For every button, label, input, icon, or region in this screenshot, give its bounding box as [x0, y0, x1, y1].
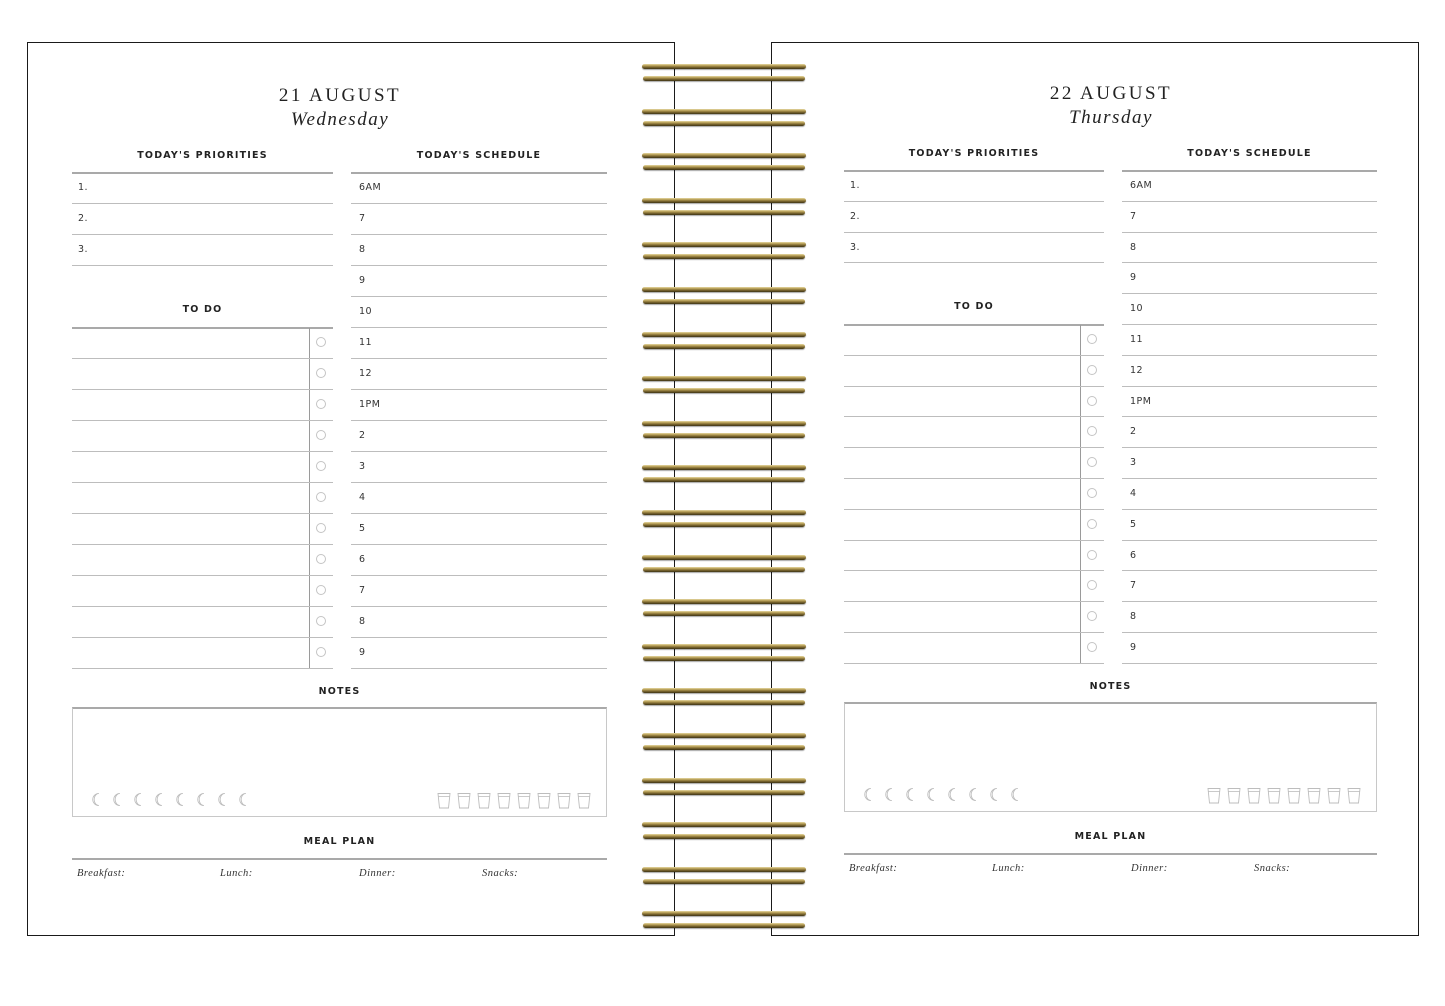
divider: [844, 853, 1377, 855]
schedule-slot[interactable]: 1PM: [359, 399, 381, 410]
divider: [1122, 170, 1377, 172]
divider: [72, 544, 333, 545]
divider: [844, 663, 1104, 664]
cup-icon[interactable]: [497, 792, 511, 809]
schedule-slot[interactable]: 6: [1130, 549, 1137, 561]
schedule-slot[interactable]: 7: [1130, 580, 1137, 592]
divider: [351, 327, 607, 328]
schedule-slot[interactable]: 8: [1130, 241, 1137, 253]
schedule-slot[interactable]: 2: [359, 430, 366, 441]
cup-icon[interactable]: [437, 792, 451, 809]
cup-icon[interactable]: [537, 792, 551, 809]
divider: [351, 234, 607, 235]
schedule-slot[interactable]: 12: [359, 368, 373, 379]
binding-ring: [643, 477, 805, 482]
schedule-title: TODAY'S SCHEDULE: [416, 150, 542, 161]
schedule-slot[interactable]: 11: [359, 337, 373, 348]
todo-item[interactable]: [844, 634, 1076, 661]
divider: [844, 570, 1104, 571]
divider: [72, 203, 333, 204]
binding-ring: [643, 299, 805, 304]
todo-checkbox[interactable]: [316, 399, 326, 409]
binding-ring: [642, 109, 806, 114]
priorities-title: TODAY'S PRIORITIES: [908, 148, 1040, 159]
divider: [1122, 509, 1377, 510]
divider: [844, 601, 1104, 602]
divider: [72, 606, 333, 607]
binding-ring: [643, 344, 805, 349]
priority-item[interactable]: 3.: [850, 241, 861, 253]
divider: [72, 482, 333, 483]
binding-ring: [642, 421, 806, 426]
schedule-slot[interactable]: 7: [1130, 210, 1137, 222]
todo-item[interactable]: [72, 453, 305, 480]
todo-item[interactable]: [844, 511, 1076, 538]
todo-item[interactable]: [844, 388, 1076, 415]
divider: [72, 668, 333, 669]
todo-checkbox[interactable]: [316, 430, 326, 440]
meal-plan-title: MEAL PLAN: [1074, 830, 1147, 842]
todo-item[interactable]: [72, 515, 305, 542]
divider: [844, 509, 1104, 510]
moon-icon[interactable]: [152, 792, 167, 807]
divider: [1122, 293, 1377, 294]
divider: [1122, 478, 1377, 479]
binding-ring: [642, 733, 806, 738]
divider: [1122, 201, 1377, 202]
todo-item[interactable]: [844, 418, 1076, 445]
schedule-slot[interactable]: 6AM: [1130, 180, 1153, 191]
binding-ring: [642, 153, 806, 158]
schedule-slot[interactable]: 9: [1130, 642, 1137, 653]
binding-ring: [643, 433, 805, 438]
page-date: 22 AUGUST: [1049, 83, 1173, 104]
checkbox-column-divider: [309, 328, 310, 669]
divider: [351, 637, 607, 638]
moon-icon[interactable]: [903, 787, 918, 802]
divider: [351, 203, 607, 204]
page-weekday: Wednesday: [290, 109, 390, 130]
divider: [844, 262, 1104, 263]
meal-label-breakfast[interactable]: Breakfast:: [77, 868, 126, 879]
todo-checkbox[interactable]: [1087, 642, 1097, 652]
priority-item[interactable]: 1.: [850, 180, 861, 191]
meal-label-lunch[interactable]: Lunch:: [992, 862, 1025, 874]
meal-label-snacks[interactable]: Snacks:: [1254, 862, 1291, 874]
schedule-slot[interactable]: 8: [1130, 611, 1137, 623]
moon-icon[interactable]: [882, 787, 897, 802]
binding-ring: [643, 834, 805, 839]
todo-checkbox[interactable]: [316, 647, 326, 657]
binding-ring: [643, 388, 805, 393]
divider: [351, 606, 607, 607]
divider: [351, 172, 607, 174]
meal-label-dinner[interactable]: Dinner:: [1131, 862, 1168, 874]
notes-title: NOTES: [1089, 680, 1132, 692]
divider: [844, 355, 1104, 356]
divider: [351, 513, 607, 514]
cup-icon[interactable]: [457, 792, 471, 809]
schedule-slot[interactable]: 10: [359, 306, 373, 317]
binding-ring: [642, 867, 806, 872]
moon-icon[interactable]: [861, 787, 876, 802]
binding-ring: [642, 644, 806, 649]
schedule-slot[interactable]: 9: [359, 647, 366, 658]
priority-item[interactable]: 2.: [78, 213, 89, 224]
binding-ring: [643, 656, 805, 661]
cup-icon[interactable]: [1267, 787, 1281, 804]
todo-checkbox[interactable]: [316, 368, 326, 378]
binding-ring: [643, 522, 805, 527]
meal-plan-title: MEAL PLAN: [303, 836, 376, 847]
divider: [844, 447, 1104, 448]
divider: [1122, 601, 1377, 602]
divider: [1122, 324, 1377, 325]
sleep-tracker: [861, 787, 1023, 802]
schedule-slot[interactable]: 11: [1130, 334, 1144, 345]
todo-checkbox[interactable]: [1087, 365, 1097, 375]
binding-ring: [642, 778, 806, 783]
schedule-slot[interactable]: 9: [1130, 272, 1137, 284]
todo-checkbox[interactable]: [316, 616, 326, 626]
divider: [844, 232, 1104, 233]
moon-icon[interactable]: [987, 787, 1002, 802]
cup-icon[interactable]: [1287, 787, 1301, 804]
todo-checkbox[interactable]: [316, 461, 326, 471]
binding-ring: [643, 745, 805, 750]
divider: [72, 358, 333, 359]
divider: [1122, 262, 1377, 263]
todo-item[interactable]: [844, 572, 1076, 599]
divider: [1122, 416, 1377, 417]
schedule-slot[interactable]: 7: [359, 213, 366, 224]
divider: [72, 451, 333, 452]
todo-item[interactable]: [844, 357, 1076, 384]
water-tracker: [437, 792, 591, 809]
divider: [1122, 232, 1377, 233]
priorities-title: TODAY'S PRIORITIES: [137, 150, 268, 161]
schedule-slot[interactable]: 5: [1130, 518, 1137, 530]
meal-label-dinner[interactable]: Dinner:: [359, 868, 396, 879]
schedule-slot[interactable]: 9: [359, 275, 366, 286]
moon-icon[interactable]: [173, 792, 188, 807]
checkbox-column-divider: [1080, 325, 1081, 664]
binding-ring: [642, 510, 806, 515]
binding-ring: [643, 611, 805, 616]
divider: [72, 513, 333, 514]
cup-icon[interactable]: [1207, 787, 1221, 804]
todo-item[interactable]: [72, 639, 305, 666]
binding-ring: [643, 700, 805, 705]
meal-label-lunch[interactable]: Lunch:: [220, 868, 253, 879]
binding-ring: [643, 790, 805, 795]
binding-ring: [642, 287, 806, 292]
divider: [72, 858, 607, 860]
moon-icon[interactable]: [131, 792, 146, 807]
binding-ring: [642, 911, 806, 916]
binding-ring: [643, 254, 805, 259]
binding-ring: [642, 64, 806, 69]
binding-ring: [643, 923, 805, 928]
todo-item[interactable]: [844, 449, 1076, 476]
schedule-slot[interactable]: 3: [359, 461, 366, 472]
binding-ring: [642, 822, 806, 827]
todo-item[interactable]: [844, 542, 1076, 569]
priority-item[interactable]: 3.: [78, 244, 89, 255]
divider: [351, 451, 607, 452]
divider: [1122, 570, 1377, 571]
binding-ring: [642, 198, 806, 203]
todo-checkbox[interactable]: [316, 337, 326, 347]
binding-ring: [642, 376, 806, 381]
page-date: 21 AUGUST: [278, 85, 402, 106]
schedule-slot[interactable]: 2: [1130, 426, 1137, 438]
binding-ring: [642, 465, 806, 470]
todo-item[interactable]: [72, 422, 305, 449]
binding-ring: [642, 555, 806, 560]
schedule-slot[interactable]: 7: [359, 585, 366, 596]
divider: [351, 482, 607, 483]
divider: [351, 420, 607, 421]
cup-icon[interactable]: [1307, 787, 1321, 804]
divider: [351, 575, 607, 576]
todo-checkbox[interactable]: [1087, 550, 1097, 560]
todo-item[interactable]: [72, 391, 305, 418]
todo-checkbox[interactable]: [316, 554, 326, 564]
page-weekday: Thursday: [1069, 107, 1153, 128]
divider: [844, 478, 1104, 479]
cup-icon[interactable]: [577, 792, 591, 809]
priority-item[interactable]: 2.: [850, 210, 861, 222]
cup-icon[interactable]: [1227, 787, 1241, 804]
divider: [351, 296, 607, 297]
moon-icon[interactable]: [966, 787, 981, 802]
divider: [72, 265, 333, 266]
divider: [844, 386, 1104, 387]
binding-ring: [643, 76, 805, 81]
todo-checkbox[interactable]: [1087, 488, 1097, 498]
divider: [1122, 355, 1377, 356]
schedule-title: TODAY'S SCHEDULE: [1187, 148, 1312, 159]
moon-icon[interactable]: [945, 787, 960, 802]
divider: [72, 637, 333, 638]
cup-icon[interactable]: [557, 792, 571, 809]
schedule-slot[interactable]: 1PM: [1130, 395, 1152, 407]
moon-icon[interactable]: [215, 792, 230, 807]
todo-item[interactable]: [844, 480, 1076, 507]
binding-ring: [642, 332, 806, 337]
todo-checkbox[interactable]: [1087, 396, 1097, 406]
moon-icon[interactable]: [110, 792, 125, 807]
schedule-slot[interactable]: 6AM: [359, 182, 382, 193]
binding-ring: [643, 210, 805, 215]
todo-item[interactable]: [844, 603, 1076, 630]
binding-ring: [643, 879, 805, 884]
cup-icon[interactable]: [477, 792, 491, 809]
todo-item[interactable]: [72, 329, 305, 356]
todo-item[interactable]: [844, 326, 1076, 353]
moon-icon[interactable]: [1008, 787, 1023, 802]
schedule-slot[interactable]: 12: [1130, 364, 1144, 376]
divider: [1122, 663, 1377, 664]
divider: [844, 170, 1104, 172]
todo-checkbox[interactable]: [1087, 519, 1097, 529]
divider: [72, 575, 333, 576]
moon-icon[interactable]: [924, 787, 939, 802]
cup-icon[interactable]: [1327, 787, 1341, 804]
divider: [844, 632, 1104, 633]
moon-icon[interactable]: [194, 792, 209, 807]
moon-icon[interactable]: [236, 792, 251, 807]
moon-icon[interactable]: [89, 792, 104, 807]
divider: [351, 358, 607, 359]
todo-item[interactable]: [72, 608, 305, 635]
schedule-slot[interactable]: 8: [359, 244, 366, 255]
schedule-slot[interactable]: 6: [359, 554, 366, 565]
todo-checkbox[interactable]: [1087, 334, 1097, 344]
divider: [844, 416, 1104, 417]
cup-icon[interactable]: [517, 792, 531, 809]
divider: [1122, 632, 1377, 633]
todo-title: TO DO: [954, 301, 994, 312]
todo-item[interactable]: [72, 546, 305, 573]
divider: [844, 540, 1104, 541]
divider: [1122, 447, 1377, 448]
todo-item[interactable]: [72, 577, 305, 604]
divider: [72, 172, 333, 174]
binding-ring: [643, 567, 805, 572]
binding-ring: [642, 599, 806, 604]
meal-label-snacks[interactable]: Snacks:: [482, 868, 519, 879]
divider: [72, 234, 333, 235]
schedule-slot[interactable]: 8: [359, 616, 366, 627]
priority-item[interactable]: 1.: [78, 182, 89, 193]
binding-ring: [642, 242, 806, 247]
meal-label-breakfast[interactable]: Breakfast:: [849, 862, 898, 874]
todo-checkbox[interactable]: [316, 492, 326, 502]
cup-icon[interactable]: [1247, 787, 1261, 804]
sleep-tracker: [89, 792, 251, 807]
binding-ring: [643, 165, 805, 170]
todo-checkbox[interactable]: [316, 523, 326, 533]
binding-ring: [643, 121, 805, 126]
todo-title: TO DO: [182, 304, 223, 315]
water-tracker: [1207, 787, 1361, 804]
divider: [844, 201, 1104, 202]
schedule-slot[interactable]: 4: [1130, 488, 1137, 499]
divider: [72, 420, 333, 421]
cup-icon[interactable]: [1347, 787, 1361, 804]
todo-checkbox[interactable]: [316, 585, 326, 595]
divider: [351, 389, 607, 390]
divider: [351, 265, 607, 266]
binding-ring: [642, 688, 806, 693]
schedule-slot[interactable]: 4: [359, 492, 366, 503]
divider: [351, 544, 607, 545]
todo-item[interactable]: [72, 484, 305, 511]
todo-item[interactable]: [72, 360, 305, 387]
divider: [351, 668, 607, 669]
divider: [72, 389, 333, 390]
schedule-slot[interactable]: 3: [1130, 457, 1137, 469]
schedule-slot[interactable]: 10: [1130, 303, 1144, 315]
divider: [1122, 540, 1377, 541]
notes-title: NOTES: [318, 686, 361, 697]
divider: [1122, 386, 1377, 387]
schedule-slot[interactable]: 5: [359, 523, 366, 534]
